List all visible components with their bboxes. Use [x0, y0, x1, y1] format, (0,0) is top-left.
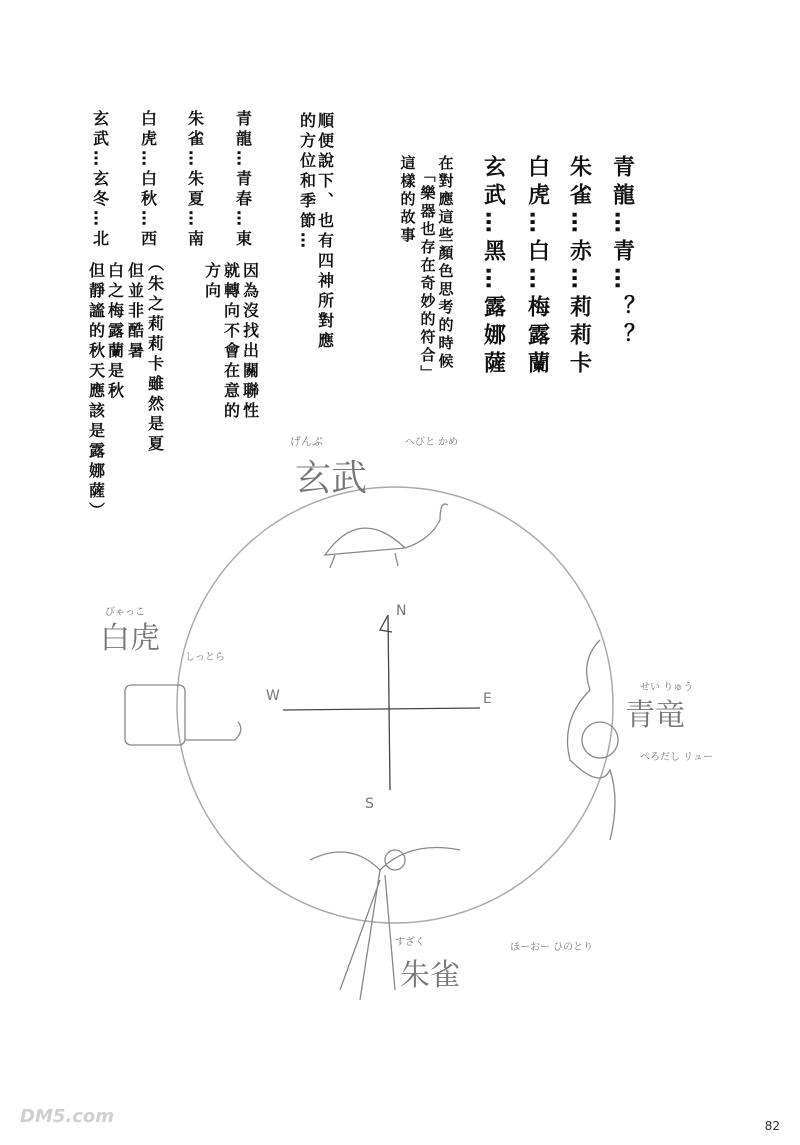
west-name: 白虎	[100, 621, 160, 656]
text-column-black-tortoise: 玄武…黑…露娜薩	[480, 155, 506, 379]
text-column-vermilion-bird: 朱雀…赤…莉莉卡	[566, 155, 592, 379]
compass-north: N	[396, 603, 407, 619]
season-list-item: 白虎…白秋…西	[138, 110, 158, 250]
east-name: 青竜	[625, 698, 685, 733]
note-column: 這樣的故事	[398, 155, 417, 245]
note-column: 白之梅露蘭是秋	[105, 262, 125, 402]
season-list-item: 青龍…青春…東	[233, 110, 253, 250]
intro-column: 順便說下、也有四神所對應	[315, 112, 335, 352]
note-column: 「樂器也存在奇妙的符合」	[418, 167, 437, 383]
watermark: DM5.com	[20, 1106, 115, 1127]
compass-east: E	[483, 691, 492, 707]
season-list-item: 朱雀…朱夏…南	[185, 110, 205, 250]
west-note: しっとら	[185, 652, 225, 663]
note-column: 方向	[202, 262, 222, 302]
compass-cross	[283, 615, 480, 790]
note-column: 就轉向不會在意的	[221, 262, 241, 422]
text-column-white-tiger: 白虎…白…梅露蘭	[524, 155, 550, 379]
season-list-item: 玄武…玄冬…北	[90, 110, 110, 250]
note-column: （朱之莉莉卡雖然是夏	[145, 255, 165, 455]
west-reading: びゃっこ	[105, 607, 145, 618]
note-column: 但並非酷暑	[125, 262, 145, 362]
note-column: 在對應這些顏色思考的時候	[436, 155, 455, 371]
compass-west: W	[266, 688, 280, 704]
south-note: ほーおー ひのとり	[510, 942, 594, 953]
compass-south: S	[365, 796, 374, 812]
note-column: 但靜謐的秋天應該是露娜薩）	[86, 262, 106, 522]
intro-column: 的方位和季節…	[297, 112, 317, 252]
page-number: 82	[764, 1119, 780, 1133]
south-reading: すざく	[395, 937, 425, 948]
note-column: 因為沒找出關聯性	[240, 262, 260, 422]
north-name: 玄武	[295, 458, 368, 499]
tiger-icon	[125, 685, 241, 745]
text-column-azure-dragon: 青龍…青…？？	[609, 155, 635, 351]
tortoise-icon	[325, 504, 448, 568]
south-name: 朱雀	[400, 958, 460, 993]
north-reading: げんぶ	[290, 435, 323, 448]
east-reading: せい りゅう	[640, 682, 694, 693]
east-note: ぺろだし リュー	[640, 752, 713, 763]
north-note: へびと かめ	[405, 437, 459, 448]
